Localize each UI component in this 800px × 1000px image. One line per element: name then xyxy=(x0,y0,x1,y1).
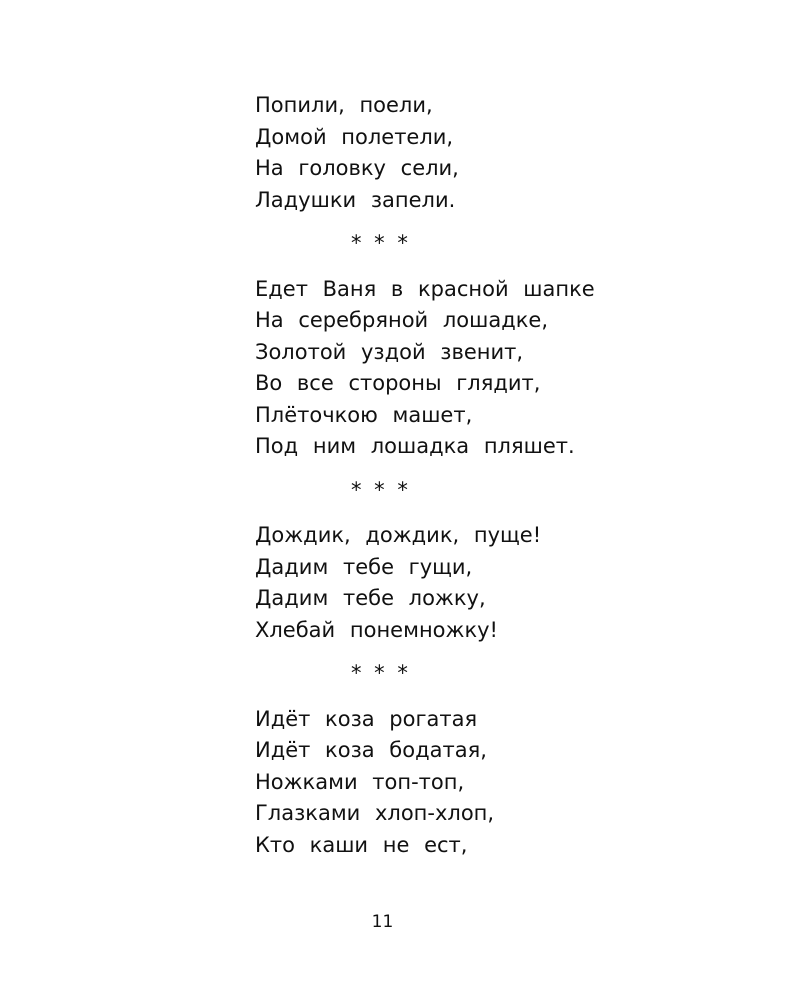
page-number: 11 xyxy=(371,912,394,932)
poem-line: Ножками топ-топ, xyxy=(255,769,465,794)
stanza-3 xyxy=(255,520,715,646)
stanza-separator: * * * xyxy=(351,231,408,255)
poem-text xyxy=(255,90,715,861)
poem-line: На серебряной лошадке, xyxy=(255,308,549,332)
poem-line: Идёт коза бодатая, xyxy=(255,738,487,762)
poem-line: Попили, поели, xyxy=(255,93,433,117)
poem-line: Глазками хлоп-хлоп, xyxy=(255,801,495,825)
poem-line: Идёт коза рогатая xyxy=(255,706,478,731)
stanza-separator: * * * xyxy=(351,661,408,685)
poem-line: Золотой уздой звенит, xyxy=(255,339,524,364)
poem-line: Едет Ваня в красной шапке xyxy=(255,276,595,301)
poem-line: Во все стороны глядит, xyxy=(255,371,541,395)
stanza-2 xyxy=(255,274,715,463)
poem-line: Дождик, дождик, пуще! xyxy=(255,523,542,547)
poem-line: Под ним лошадка пляшет. xyxy=(255,434,575,458)
poem-line: Хлебай понемножку! xyxy=(255,617,498,642)
poem-line: Плёточкою машет, xyxy=(255,402,473,427)
poem-line: На головку сели, xyxy=(255,156,459,180)
stanza-4 xyxy=(255,704,715,862)
poem-line: Кто каши не ест, xyxy=(255,832,468,857)
poem-line: Дадим тебе ложку, xyxy=(255,586,486,610)
stanza-separator: * * * xyxy=(351,477,408,502)
poem-line: Домой полетели, xyxy=(255,124,454,149)
poem-line: Дадим тебе гущи, xyxy=(255,554,473,579)
stanza-1 xyxy=(255,90,715,216)
poem-line: Ладушки запели. xyxy=(255,187,456,212)
